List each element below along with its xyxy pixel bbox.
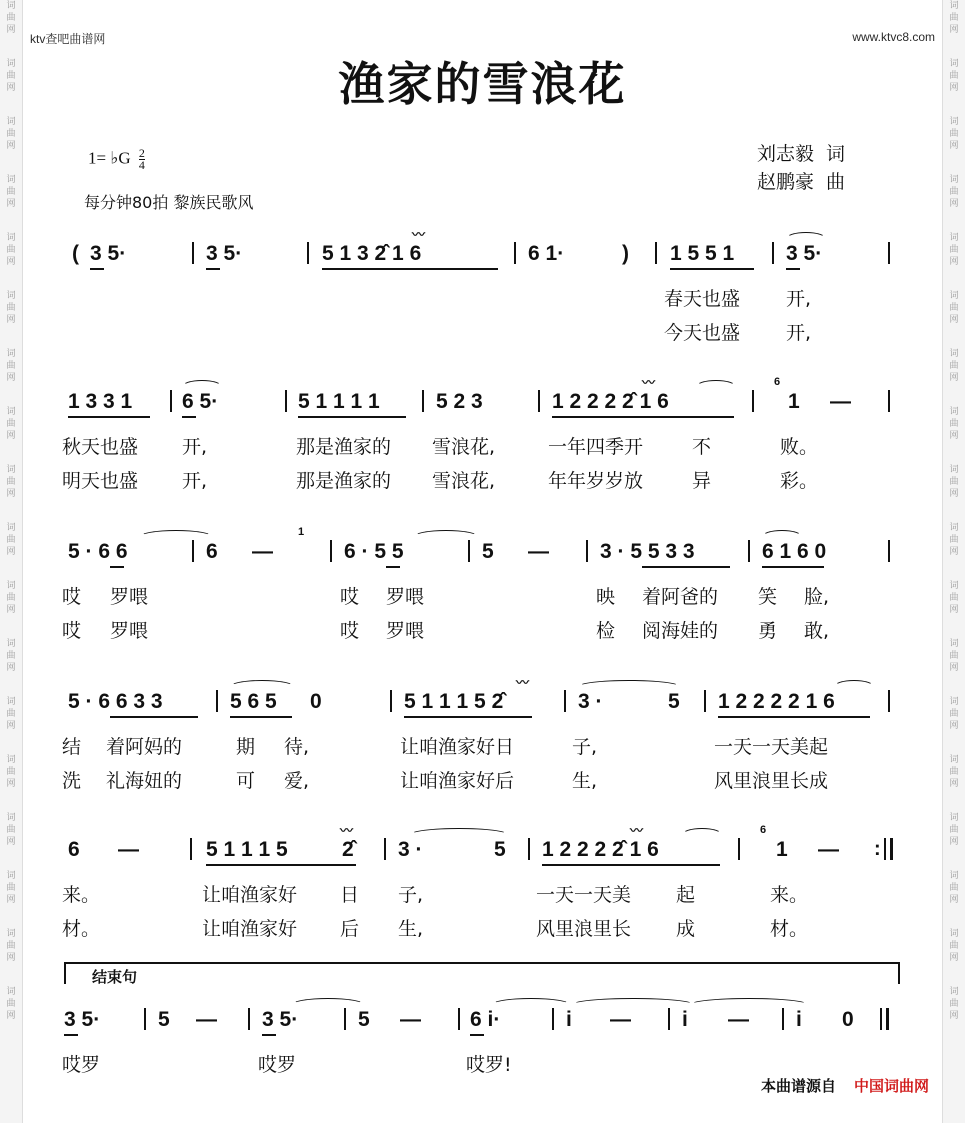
watermark-char: 词: [949, 291, 959, 301]
watermark-char: 词: [6, 813, 16, 823]
watermark-char: 网: [949, 895, 959, 905]
key-name: ♭G: [110, 148, 131, 168]
watermark-char: 网: [6, 83, 16, 93]
lyric: 一天一天美起: [714, 736, 829, 758]
watermark-char: 曲: [949, 999, 959, 1009]
note-group: 0: [310, 690, 322, 713]
lyric: 让咱渔家好: [202, 918, 298, 940]
lyric: 子,: [398, 884, 424, 906]
lyric: 脸,: [804, 586, 830, 608]
watermark-char: 网: [949, 25, 959, 35]
lyric: 雪浪花,: [432, 470, 496, 492]
watermark-char: 词: [949, 697, 959, 707]
watermark-char: 词: [6, 987, 16, 997]
watermark-char: 词: [6, 291, 16, 301]
watermark-char: 曲: [6, 361, 16, 371]
composer-name: 赵鹏豪: [757, 171, 815, 193]
note-group: 5 · 6 6: [68, 540, 128, 563]
lyric-line-4a: [0, 732, 965, 758]
lyric: 哎罗!: [466, 1054, 512, 1076]
lyric: 笑: [758, 586, 778, 608]
watermark-char: 网: [6, 1011, 16, 1021]
note-group: 1: [788, 390, 800, 413]
watermark-char: 网: [949, 837, 959, 847]
watermark-char: 词: [949, 755, 959, 765]
watermark-char: 词: [6, 523, 16, 533]
lyric: 那是渔家的: [296, 470, 392, 492]
watermark-char: 词: [949, 465, 959, 475]
note-group: 5 1 1 1 1: [298, 390, 380, 413]
note-group: 5: [668, 690, 680, 713]
watermark-char: 网: [6, 25, 16, 35]
note-group: i: [566, 1008, 572, 1031]
trill-mark: 〰: [642, 375, 654, 390]
note-group: 5 1 3 2̂ 1 6: [322, 242, 422, 265]
lyric: 让咱渔家好后: [400, 770, 515, 792]
lyric: 成: [676, 918, 696, 940]
watermark-char: 词: [6, 755, 16, 765]
watermark-char: 网: [6, 431, 16, 441]
watermark-char: 曲: [949, 651, 959, 661]
repeat-end: :: [874, 838, 881, 860]
lyric: 风里浪里长成: [714, 770, 829, 792]
note-group: 3 · 5 5 3 3: [600, 540, 695, 563]
lyric: 罗喂: [386, 586, 425, 608]
lyric: 来。: [62, 884, 101, 906]
key-prefix: 1=: [88, 148, 107, 168]
watermark-char: 曲: [949, 129, 959, 139]
watermark-char: 词: [6, 59, 16, 69]
lyric: 后: [340, 918, 360, 940]
watermark-char: 网: [6, 779, 16, 789]
watermark-char: 词: [6, 465, 16, 475]
watermark-char: 网: [6, 315, 16, 325]
lyric: 异: [692, 470, 712, 492]
watermark-char: 曲: [6, 477, 16, 487]
lyric: 年年岁岁放: [548, 470, 644, 492]
credits: [757, 140, 845, 196]
composer-line: [757, 168, 845, 196]
trill-mark: 〰: [516, 675, 528, 690]
trill-mark: 〰: [412, 227, 424, 242]
lyric: 勇: [758, 620, 778, 642]
time-signature: [139, 148, 145, 171]
source-credit: [761, 1075, 929, 1096]
lyric: 明天也盛: [62, 470, 139, 492]
watermark-char: 网: [6, 141, 16, 151]
lyric: 日: [340, 884, 360, 906]
key-signature: [88, 148, 145, 171]
note-group: 6: [68, 838, 80, 861]
note-group: 3 ·: [578, 690, 603, 713]
watermark-char: 曲: [6, 245, 16, 255]
note-group: 1 2 2 2 2̂ 1 6: [552, 390, 669, 413]
watermark-char: 曲: [949, 303, 959, 313]
note-group: 1 3 3 1: [68, 390, 133, 413]
lyric: 哎罗: [258, 1054, 297, 1076]
watermark-char: 曲: [949, 361, 959, 371]
dash: —: [818, 838, 839, 861]
lyric: 哎: [62, 586, 82, 608]
watermark-char: 词: [949, 233, 959, 243]
watermark-char: 曲: [6, 71, 16, 81]
lyric: 材。: [770, 918, 809, 940]
watermark-char: 词: [6, 871, 16, 881]
lyric: 期: [236, 736, 256, 758]
lyric: 春天也盛: [664, 288, 741, 310]
note-group: 3 5·: [90, 242, 127, 265]
lyric-line-3b: [0, 616, 965, 642]
watermark-char: 网: [949, 373, 959, 383]
note-group: 1 2 2 2 2 1 6: [718, 690, 835, 713]
lyric: 材。: [62, 918, 101, 940]
lyric: 风里浪里长: [536, 918, 632, 940]
watermark-char: 曲: [949, 709, 959, 719]
watermark-char: 词: [6, 407, 16, 417]
lyric: 让咱渔家好: [202, 884, 298, 906]
watermark-char: 曲: [6, 187, 16, 197]
lyric-line-2b: [0, 466, 965, 492]
watermark-char: 曲: [949, 187, 959, 197]
notation-row-1: [0, 227, 965, 270]
watermark-char: 曲: [6, 13, 16, 23]
lyric: 结: [62, 736, 82, 758]
site-name-left: ktv查吧曲谱网: [30, 32, 106, 46]
lyric: 一年四季开: [548, 436, 644, 458]
watermark-char: 曲: [949, 245, 959, 255]
watermark-char: 网: [6, 663, 16, 673]
note-group: 0: [842, 1008, 854, 1031]
watermark-char: 网: [949, 489, 959, 499]
watermark-char: 网: [6, 547, 16, 557]
lyric: 开,: [786, 322, 812, 344]
note-group: 5 1 1 1 5: [206, 838, 288, 861]
dash: —: [118, 838, 139, 861]
note-group: 5 · 6 6 3 3: [68, 690, 163, 713]
watermark-char: 曲: [6, 883, 16, 893]
note-group: 3 5·: [206, 242, 243, 265]
lyric: 开,: [182, 470, 208, 492]
watermark-char: 曲: [6, 999, 16, 1009]
lyricist-name: 刘志毅: [757, 143, 815, 165]
notation-row-4: [0, 675, 965, 718]
watermark-char: 网: [949, 431, 959, 441]
note-group: 5 2 3: [436, 390, 483, 413]
trill-mark: 〰: [630, 823, 642, 838]
notation-row-6: [0, 1004, 965, 1036]
watermark-char: 词: [6, 639, 16, 649]
watermark-char: 词: [6, 697, 16, 707]
watermark-char: 曲: [6, 129, 16, 139]
note-group: 3 ·: [398, 838, 423, 861]
note-group: 6 i·: [470, 1008, 501, 1031]
lyric: 彩。: [780, 470, 819, 492]
dash: —: [728, 1008, 749, 1031]
lyric-line-5a: [0, 880, 965, 906]
lyric-line-4b: [0, 766, 965, 792]
watermark-char: 网: [949, 1011, 959, 1021]
watermark-char: 词: [949, 871, 959, 881]
watermark-char: 词: [949, 407, 959, 417]
lyricist-role: 词: [826, 143, 846, 165]
watermark-char: 网: [6, 373, 16, 383]
watermark-char: 网: [949, 83, 959, 93]
lyric: 爱,: [284, 770, 310, 792]
grace-note: 1: [298, 526, 305, 538]
lyric: 罗喂: [110, 586, 149, 608]
note-group: 5: [482, 540, 494, 563]
watermark-char: 词: [949, 175, 959, 185]
lyric: 洗: [62, 770, 82, 792]
lyric: 可: [236, 770, 256, 792]
lyric: 着阿爸的: [642, 586, 719, 608]
watermark-char: 词: [6, 349, 16, 359]
watermark-char: 网: [6, 257, 16, 267]
dash: —: [400, 1008, 421, 1031]
lyric: 映: [596, 586, 616, 608]
note-group: 5: [358, 1008, 370, 1031]
note-group: 6 5·: [182, 390, 219, 413]
time-top: 2: [138, 146, 145, 160]
watermark-char: 词: [949, 987, 959, 997]
note-group: i: [796, 1008, 802, 1031]
note-group: 3 5·: [64, 1008, 101, 1031]
lyric: 阅海娃的: [642, 620, 719, 642]
watermark-char: 网: [949, 953, 959, 963]
note-group: 1 2 2 2 2̂ 1 6: [542, 838, 659, 861]
ending-label: 结束句: [92, 968, 138, 986]
watermark-char: 曲: [949, 767, 959, 777]
watermark-char: 词: [6, 929, 16, 939]
watermark-char: 词: [949, 1, 959, 11]
watermark-char: 网: [949, 605, 959, 615]
note-group: 5 1 1 1 5 2̂: [404, 690, 504, 713]
note-group: 6: [206, 540, 218, 563]
watermark-char: 曲: [949, 477, 959, 487]
lyric: 今天也盛: [664, 322, 741, 344]
site-url-right: www.ktvc8.com: [852, 30, 935, 44]
watermark-char: 网: [949, 141, 959, 151]
note-group: 6 1·: [528, 242, 565, 265]
lyric: 败。: [780, 436, 819, 458]
lyric: 哎罗: [62, 1054, 101, 1076]
note-group: 6 1 6 0: [762, 540, 827, 563]
source-label: 本曲谱源自: [760, 1077, 836, 1095]
watermark-char: 网: [949, 199, 959, 209]
lyric: 哎: [62, 620, 82, 642]
source-site-link[interactable]: 中国词曲网: [853, 1077, 929, 1095]
watermark-char: 词: [949, 639, 959, 649]
lyric: 礼海妞的: [106, 770, 183, 792]
watermark-char: 网: [6, 605, 16, 615]
watermark-char: 曲: [6, 593, 16, 603]
note-group: 5: [494, 838, 506, 861]
lyric: 检: [596, 620, 616, 642]
watermark-char: 曲: [949, 883, 959, 893]
notation-row-3: [0, 526, 965, 568]
watermark-char: 网: [6, 895, 16, 905]
note-group: 1 5 5 1: [670, 242, 735, 265]
lyric-line-6: [0, 1050, 965, 1076]
lyric: 着阿妈的: [106, 736, 183, 758]
composer-role: 曲: [826, 171, 846, 193]
grace-note: 6: [760, 824, 767, 836]
trill-mark: 〰: [340, 823, 352, 838]
note-group: 6 · 5 5: [344, 540, 404, 563]
dash: —: [830, 390, 851, 413]
watermark-char: 词: [949, 117, 959, 127]
watermark-char: 网: [6, 837, 16, 847]
watermark-char: 曲: [6, 303, 16, 313]
watermark-char: 词: [949, 929, 959, 939]
dash: —: [610, 1008, 631, 1031]
paren-open: (: [72, 242, 79, 265]
watermark-char: 网: [6, 953, 16, 963]
lyric: 罗喂: [386, 620, 425, 642]
watermark-char: 曲: [6, 709, 16, 719]
watermark-char: 网: [949, 779, 959, 789]
lyric: 让咱渔家好日: [400, 736, 515, 758]
lyric: 罗喂: [110, 620, 149, 642]
lyric-line-1a: [0, 284, 965, 310]
watermark-char: 网: [6, 489, 16, 499]
watermark-char: 曲: [949, 941, 959, 951]
watermark-char: 词: [949, 523, 959, 533]
watermark-char: 曲: [949, 71, 959, 81]
lyric-line-3a: [0, 582, 965, 608]
lyric: 秋天也盛: [62, 436, 139, 458]
watermark-char: 词: [949, 59, 959, 69]
watermark-char: 网: [949, 547, 959, 557]
watermark-char: 曲: [6, 651, 16, 661]
watermark-char: 曲: [949, 825, 959, 835]
dash: —: [528, 540, 549, 563]
dash: —: [252, 540, 273, 563]
lyricist-line: [757, 140, 845, 168]
paren-close: ): [622, 242, 629, 265]
note-group: 3 5·: [786, 242, 823, 265]
lyric-line-1b: [0, 318, 965, 344]
lyric-line-2a: [0, 432, 965, 458]
note-group: 5 6 5: [230, 690, 277, 713]
lyric: 敢,: [804, 620, 830, 642]
watermark-char: 网: [6, 199, 16, 209]
time-bottom: 4: [138, 158, 145, 172]
watermark-char: 曲: [949, 535, 959, 545]
watermark-char: 词: [6, 1, 16, 11]
lyric: 子,: [572, 736, 598, 758]
lyric: 那是渔家的: [296, 436, 392, 458]
note-group: 5: [158, 1008, 170, 1031]
watermark-char: 网: [949, 721, 959, 731]
notation-row-5: [0, 823, 965, 866]
note-group: i: [682, 1008, 688, 1031]
watermark-char: 曲: [949, 419, 959, 429]
notation-row-2: [0, 375, 965, 418]
lyric: 开,: [786, 288, 812, 310]
watermark-char: 曲: [6, 825, 16, 835]
watermark-char: 词: [6, 233, 16, 243]
lyric: 一天一天美: [536, 884, 632, 906]
watermark-char: 词: [6, 581, 16, 591]
watermark-char: 曲: [6, 419, 16, 429]
note-group: 1: [776, 838, 788, 861]
watermark-char: 网: [949, 257, 959, 267]
watermark-char: 曲: [6, 767, 16, 777]
lyric: 不: [692, 436, 712, 458]
lyric: 生,: [572, 770, 598, 792]
watermark-char: 网: [6, 721, 16, 731]
lyric: 生,: [398, 918, 424, 940]
song-title: 渔家的雪浪花: [338, 57, 627, 111]
watermark-char: 词: [949, 349, 959, 359]
dash: —: [196, 1008, 217, 1031]
watermark-char: 网: [949, 315, 959, 325]
lyric: 哎: [340, 620, 360, 642]
lyric-line-5b: [0, 914, 965, 940]
ending-bracket: [64, 962, 900, 984]
lyric: 起: [676, 884, 696, 906]
watermark-char: 网: [949, 663, 959, 673]
watermark-char: 曲: [6, 535, 16, 545]
lyric: 待,: [284, 736, 310, 758]
lyric: 哎: [340, 586, 360, 608]
lyric: 来。: [770, 884, 809, 906]
lyric: 开,: [182, 436, 208, 458]
grace-note: 6: [774, 376, 781, 388]
note-group: 3 5·: [262, 1008, 299, 1031]
tempo-marking: 每分钟80拍 黎族民歌风: [84, 193, 254, 212]
watermark-char: 词: [6, 117, 16, 127]
watermark-char: 词: [949, 581, 959, 591]
lyric: 雪浪花,: [432, 436, 496, 458]
watermark-char: 曲: [949, 13, 959, 23]
watermark-char: 曲: [949, 593, 959, 603]
note-group: 2̂: [342, 838, 354, 861]
watermark-char: 词: [949, 813, 959, 823]
watermark-char: 词: [6, 175, 16, 185]
watermark-char: 曲: [6, 941, 16, 951]
